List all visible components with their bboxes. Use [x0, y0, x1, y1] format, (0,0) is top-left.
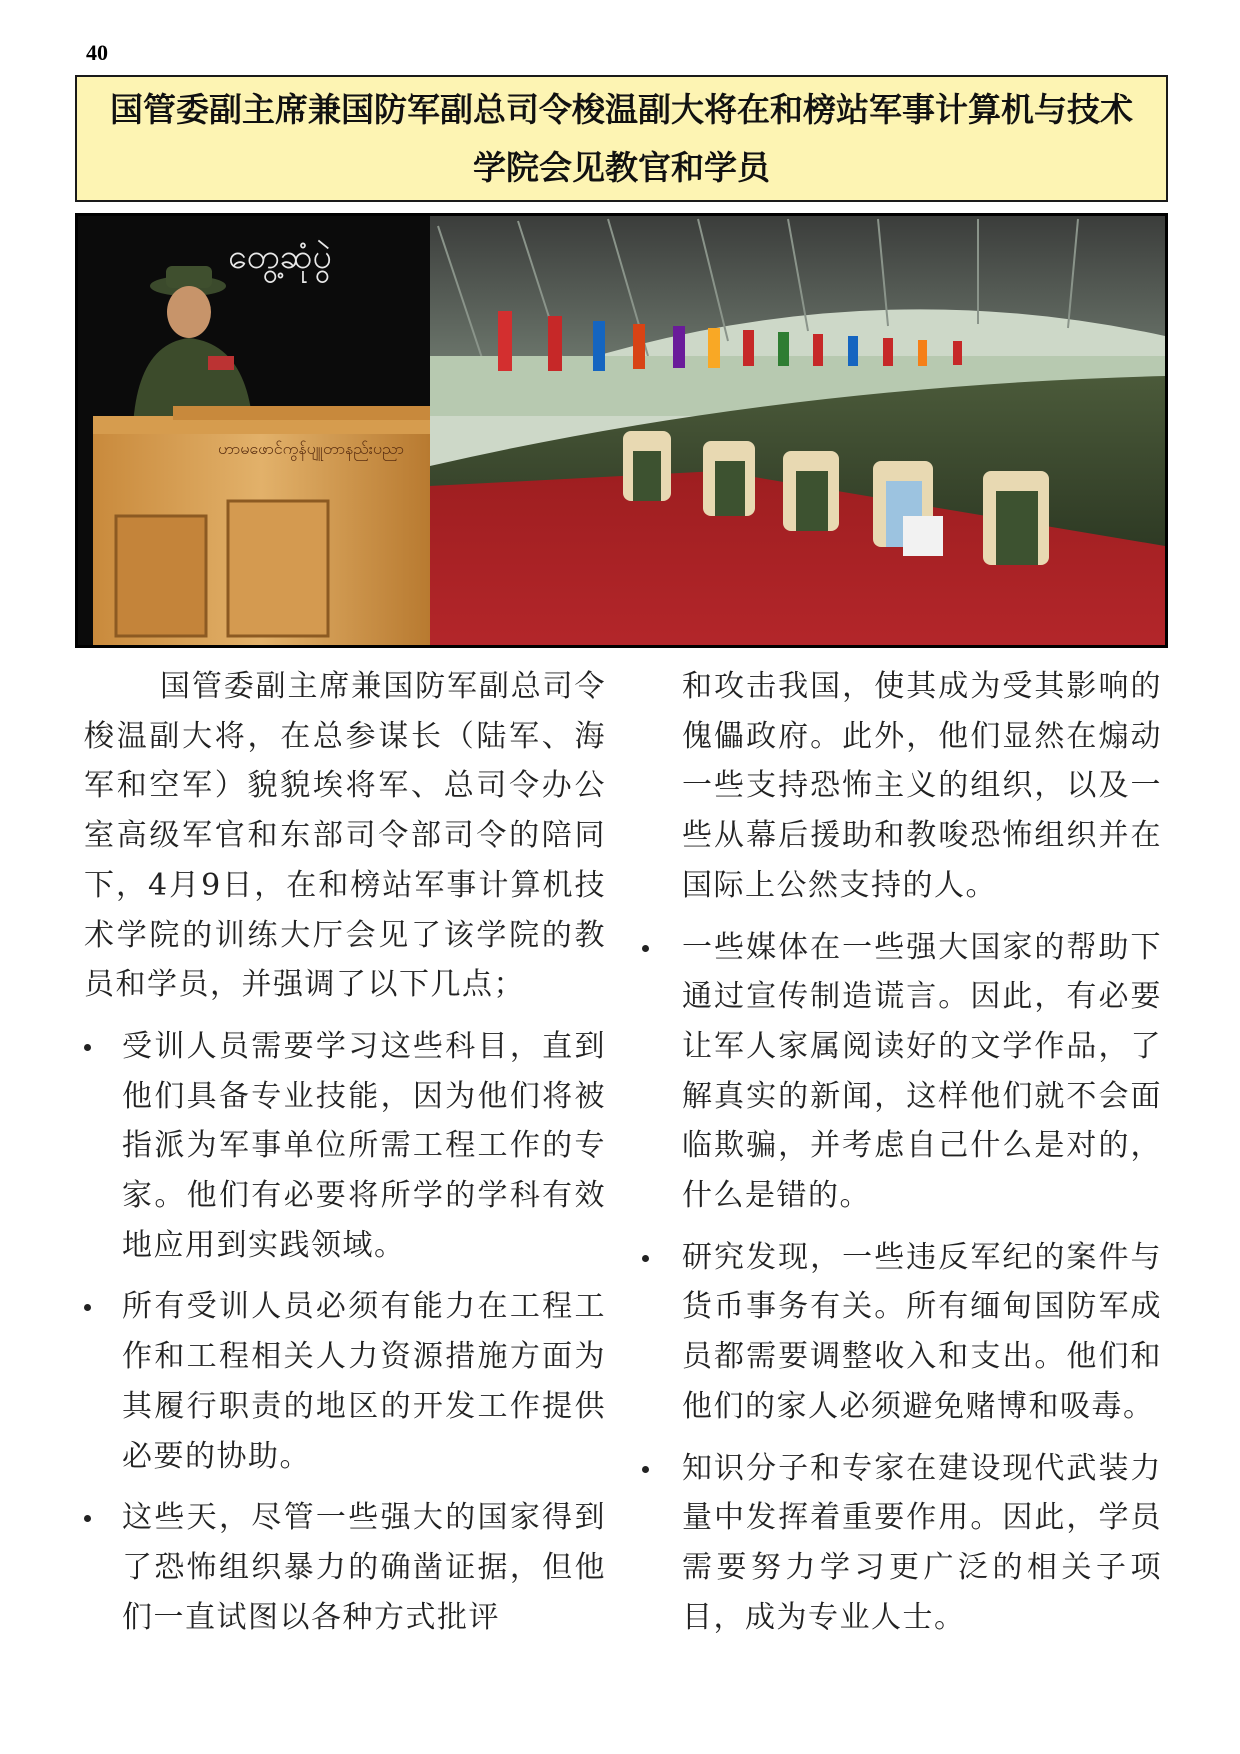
bullet-item [682, 1233, 1162, 1432]
banner-myanmar-text: တွေ့ဆုံပွဲ [228, 237, 332, 277]
bullet-item [84, 1022, 606, 1271]
speaker-face [167, 286, 211, 338]
speaker-ribbons [208, 356, 234, 370]
side-table [903, 516, 943, 556]
bullet-dot [642, 945, 649, 952]
bullet-dot [84, 1515, 91, 1522]
bullet-item [682, 1444, 1162, 1643]
podium-carved-panel-center [228, 501, 328, 636]
page-number: 40 [86, 40, 108, 65]
bullet-text: 知识分子和专家在建设现代武装力量中发挥着重要作用。因此，学员需要努力学习更广泛的相关子项目，成为专业人士。 [682, 1450, 1162, 1635]
bullet-text: 所有受训人员必须有能力在工程工作和工程相关人力资源措施方面为其履行职责的地区的开发工作提供必要的协助。 [122, 1289, 606, 1474]
bullet-item [84, 1493, 606, 1642]
news-photo [75, 213, 1168, 648]
news-photo-illustration [78, 216, 1165, 645]
podium-upper-ledge [173, 406, 430, 420]
continued-paragraph: 和攻击我国，使其成为受其影响的傀儡政府。此外，他们显然在煽动一些支持恐怖主义的组织，以及一些从幕后援助和教唆恐怖组织并在国际上公然支持的人。 [682, 669, 1162, 903]
bullet-dot [642, 1466, 649, 1473]
podium-carved-panel [116, 516, 206, 636]
bullet-item [682, 923, 1162, 1221]
speaker-cap [166, 266, 212, 288]
bullet-text: 一些媒体在一些强大国家的帮助下通过宣传制造谎言。因此，有必要让军人家属阅读好的文学作品，了解真实的新闻，这样他们就不会面临欺骗，并考虑自己什么是对的，什么是错的。 [682, 929, 1162, 1214]
podium-myanmar-text: ဟာမဖောင်ကွန်ပျူတာနည်းပညာ [218, 439, 404, 458]
article-title: 国管委副主席兼国防军副总司令梭温副大将在和榜站军事计算机与技术学院会见教官和学员 [110, 89, 1133, 187]
bullet-dot [84, 1304, 91, 1311]
bullet-text: 这些天，尽管一些强大的国家得到了恐怖组织暴力的确凿证据，但他们一直试图以各种方式批评 [122, 1500, 606, 1635]
bullet-dot [84, 1044, 91, 1051]
right-column [682, 662, 1162, 1642]
bullet-text: 研究发现，一些违反军纪的案件与货币事务有关。所有缅甸国防军成员都需要调整收入和支出。他们和他们的家人必须避免赌博和吸毒。 [682, 1239, 1162, 1424]
article-title-box [75, 75, 1168, 202]
bullet-item [84, 1282, 606, 1481]
intro-paragraph: 国管委副主席兼国防军副总司令梭温副大将，在总参谋长（陆军、海军和空军）貌貌埃将军、总司令办公室高级军官和东部司令部司令的陪同下，4月9日，在和榜站军事计算机技术学院的训练大厅会见了该学院的教员和学员，并强调了以下几点； [84, 669, 606, 1003]
left-column [84, 662, 606, 1642]
bullet-dot [642, 1255, 649, 1262]
left-bullet-list [84, 1022, 606, 1642]
right-bullet-list [682, 923, 1162, 1643]
bullet-text: 受训人员需要学习这些科目，直到他们具备专业技能，因为他们将被指派为军事单位所需工程工作的专家。他们有必要将所学的学科有效地应用到实践领域。 [122, 1028, 606, 1263]
